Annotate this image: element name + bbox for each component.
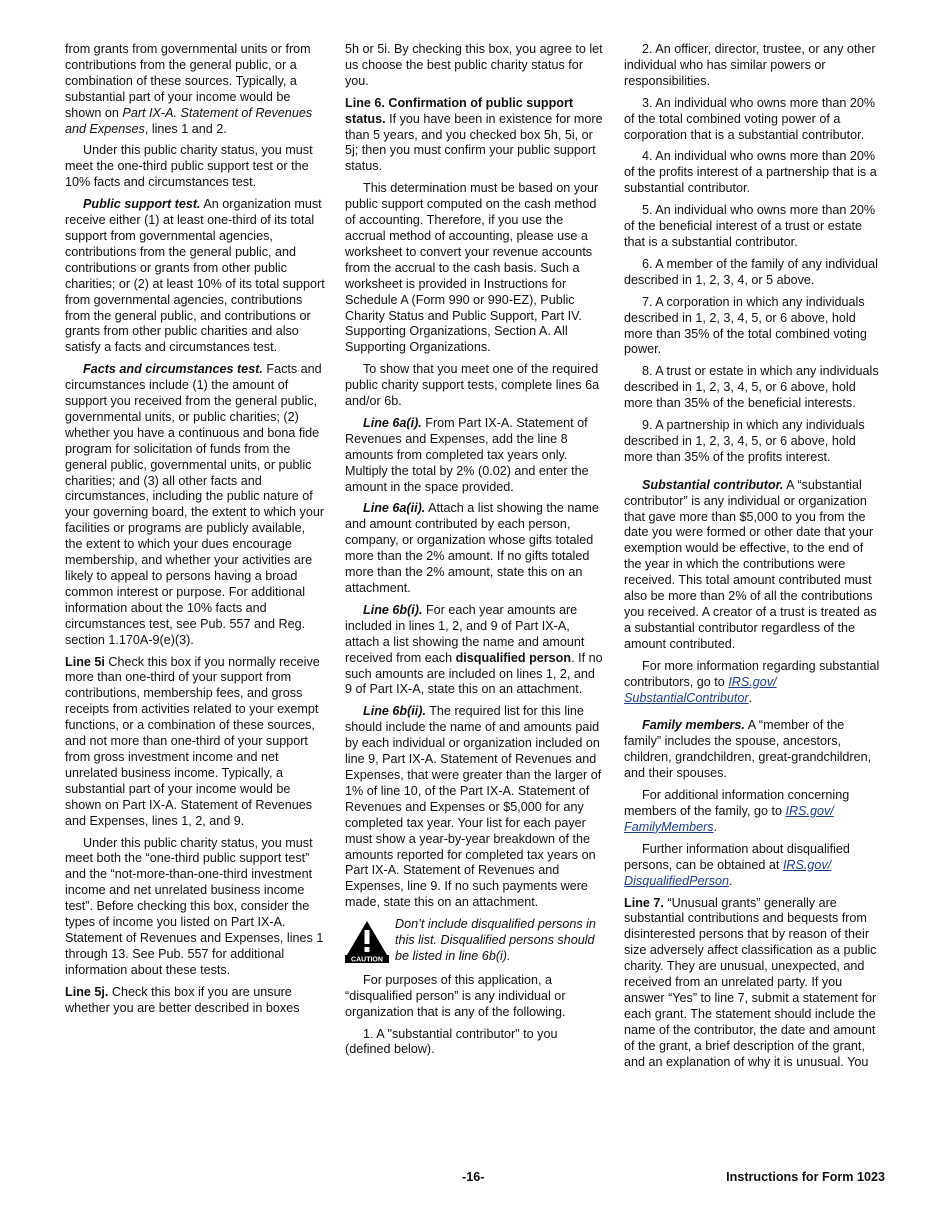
column-3: [624, 42, 884, 1076]
line-5i-paragraph: Line 5i Check this box if you normally receive more than one-third of your support from contributions, membership fees, and gross receipts from activities related to your exempt functions, or a combination of these sources, and not more than one-third of your support from gross investment income and net unrelated business income. Typically, a substantial part of your income would be shown on Part IX-A. Statement of Revenues and Expenses, lines 1, 2, and 9.: [65, 654, 320, 828]
paragraph: Under this public charity status, you must meet both the “one-third public support test” and the “not-more-than-one-third investment income and net unrelated business income test”. Before checking this box, consider the types of income you listed on Part IX-A. Statement of Revenues and Expenses, lines 1 through 13. See Pub. 557 for additional information about these tests.: [65, 835, 324, 977]
heading: Line 5i: [65, 654, 105, 669]
heading: Family members.: [642, 718, 745, 733]
substantial-contributor-paragraph: Substantial contributor. A “substantial contributor” is any individual or organization that gave more than $5,000 to you from the date you were formed or other date that your exemption would be effective, to the end of the year in which the contributions were received. This total amount contributed must also be more than 2% of all the contributions you received. A creator of a trust is treated as a substantial contributor regardless of the amount contributed.: [624, 477, 877, 651]
paragraph: Further information about disqualified persons, can be obtained at IRS.gov/ DisqualifiedPerson.: [624, 841, 850, 888]
heading: Line 6a(i).: [363, 415, 422, 430]
list-item: 7. A corporation in which any individuals described in 1, 2, 3, 4, 5, or 6 above, hold more than 35% of the total combined voting power.: [624, 294, 867, 357]
list-item: 1. A "substantial contributor" to you (defined below).: [345, 1026, 558, 1057]
heading: Line 6. Confirmation of public support status.: [345, 95, 574, 126]
caution-icon: [345, 919, 389, 963]
list-item: 8. A trust or estate in which any individuals described in 1, 2, 3, 4, 5, or 6 above, hold more than 35% of the beneficial interests.: [624, 364, 879, 411]
paragraph: For purposes of this application, a “disqualified person” is any individual or organization that is any of the following.: [345, 972, 566, 1019]
caution-text: Don’t include disqualified persons in this list. Disqualified persons should be listed in line 6b(i).: [395, 917, 596, 963]
list-item: 2. An officer, director, trustee, or any other individual who has similar powers or responsibilities.: [624, 42, 876, 88]
substantial-contributor-link[interactable]: IRS.gov/ SubstantialContributor: [624, 674, 777, 705]
heading: Facts and circumstances test.: [83, 362, 263, 377]
paragraph: from grants from governmental units or from contributions from the general public, or a combination of these sources. Typically, a substantial part of your income would be shown on Part IX-A. Statement of Revenues and Expenses, lines 1 and 2.: [65, 42, 313, 136]
line-6b-i-paragraph: Line 6b(i). For each year amounts are included in lines 1, 2, and 9 of Part IX-A, attach a list showing the name and amount received from each disqualified person. If no such amounts are included on lines 1, 2, and 9 of Part IX-A, state this on an attachment.: [345, 602, 603, 697]
caution-label: CAUTION: [351, 956, 383, 964]
list-item: 6. A member of the family of any individual described in 1, 2, 3, 4, or 5 above.: [624, 256, 878, 287]
line-6a-i-paragraph: Line 6a(i). From Part IX-A. Statement of Revenues and Expenses, add the line 8 amounts from completed tax years only. Multiply the total by 2% (0.02) and enter the amount in the space provided.: [345, 415, 589, 494]
paragraph: For additional information concerning members of the family, go to IRS.gov/ FamilyMembers.: [624, 788, 850, 834]
page-number: -16-: [462, 1170, 485, 1184]
heading: Substantial contributor.: [642, 477, 784, 492]
paragraph: This determination must be based on your public support computed on the cash method of accounting. Therefore, if you use the accrual method of accounting, please use a worksheet to convert your revenue accounts from the accrual to the cash basis. Such a worksheet is provided in Instructions for Schedule A (Form 990 or 990-EZ), Public Charity Status and Public Support, Part IV. Supporting Organizations, Section A. All Supporting Organizations.: [345, 181, 599, 355]
heading: Line 7.: [624, 895, 664, 910]
family-members-paragraph: Family members. A “member of the family” includes the spouse, ancestors, children, grandchildren, great-grandchildren, and their spouses.: [624, 718, 872, 781]
family-members-link[interactable]: IRS.gov/ FamilyMembers: [624, 803, 834, 834]
form-title: Instructions for Form 1023: [726, 1170, 885, 1184]
paragraph: To show that you meet one of the required public charity support tests, complete lines 6a and/or 6b.: [345, 362, 600, 409]
public-support-test-paragraph: Public support test. An organization must receive either (1) at least one-third of its total support from governmental agencies, contributions from the general public, and contributions or grants from other public charities; or (2) at least 10% of its total support from governmental agencies, contributions from the general public, and contributions or grants from other public charities and also satisfy a facts and circumstances test.: [65, 197, 325, 355]
line-5j-paragraph: Line 5j. Check this box if you are unsure whether you are better described in boxes: [65, 984, 300, 1015]
list-item: 9. A partnership in which any individuals described in 1, 2, 3, 4, 5, or 6 above, hold more than 35% of the profits interest.: [624, 418, 865, 464]
paragraph: 5h or 5i. By checking this box, you agree to let us choose the best public charity status for you.: [345, 42, 603, 88]
line-6-paragraph: Line 6. Confirmation of public support status. If you have been in existence for more than 5 years, and you checked box 5h, 5i, or 5j; then you must confirm your public support status.: [345, 95, 603, 174]
list-item: 4. An individual who owns more than 20% of the profits interest of a partnership that is a substantial contributor.: [624, 149, 877, 196]
column-1: [65, 42, 325, 1022]
list-item: 3. An individual who owns more than 20% of the total combined voting power of a corporation that is a substantial contributor.: [624, 95, 876, 142]
line-6a-ii-paragraph: Line 6a(ii). Attach a list showing the name and amount contributed by each person, company, or organization whose gifts totaled more than the 2% amount. If no gifts totaled more than the 2% amount, state this on an attachment.: [345, 501, 599, 595]
paragraph: For more information regarding substantial contributors, go to IRS.gov/ SubstantialContributor.: [624, 658, 880, 705]
heading: Line 6b(i).: [363, 602, 423, 617]
column-2: [345, 42, 605, 1064]
paragraph: Under this public charity status, you must meet the one-third public support test or the 10% facts and circumstances test.: [65, 143, 313, 190]
heading: Line 6b(ii).: [363, 704, 426, 719]
heading: Line 6a(ii).: [363, 501, 426, 516]
heading: Line 5j.: [65, 984, 109, 999]
facts-circumstances-paragraph: Facts and circumstances test. Facts and circumstances include (1) the amount of support you received from the general public, governmental units, or public charities; (2) whether you have a continuous and bona fide program for solicitation of funds from the general public, governmental units, or public charities; and (3) all other facts and circumstances, including the public nature of your governing board, the extent to which your facilities or programs are publicly available, the extent to which your dues encourage membership, and whether your activities are likely to appeal to persons having a broad common interest or purpose. For additional information about the 10% facts and circumstances test, see Pub. 557 and Reg. section 1.170A-9(e)(3).: [65, 362, 325, 647]
line-7-paragraph: Line 7. “Unusual grants” generally are substantial contributions and bequests from disinterested persons that by reason of their size adversely affect classification as a public charity. They are unusual, unexpected, and received from an unrelated party. If you answer “Yes” to line 7, submit a statement for each grant. The statement should include the name of the contributor, the date and amount of the grant, a brief description of the grant, and an explanation of why it is unusual. You: [624, 895, 877, 1069]
line-6b-ii-paragraph: Line 6b(ii). The required list for this line should include the name of and amounts paid by each individual or organization included on line 9, Part IX-A. Statement of Revenues and Expenses, that were greater than the larger of 1% of line 10, of the Part IX-A. Statement of Revenues and Expenses or $5,000 for any completed tax year. Your list for each payer must show a year-by-year breakdown of the amounts reported for completed tax years on Part IX-A. Statement of Revenues and Expenses, line 9. If no such payments were made, state this on an attachment.: [345, 704, 602, 910]
list-item: 5. An individual who owns more than 20% of the beneficial interest of a trust or estate that is a substantial contributor.: [624, 203, 876, 249]
caution-note: [345, 917, 605, 965]
heading: Public support test.: [83, 197, 201, 212]
disqualified-person-link[interactable]: IRS.gov/ DisqualifiedPerson: [624, 857, 832, 888]
